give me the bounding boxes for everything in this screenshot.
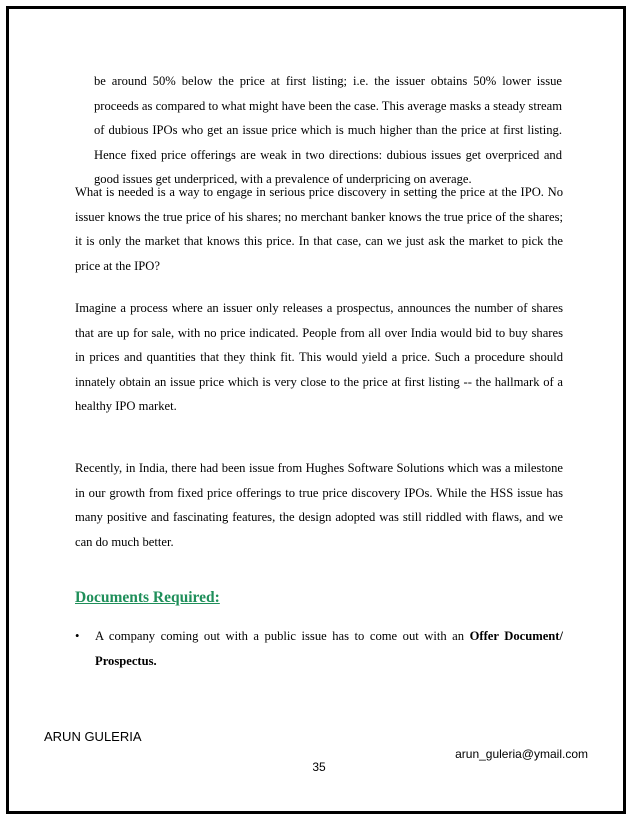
paragraph-process: Imagine a process where an issuer only releases a prospectus, announces the number of shares that are up for sale, with no price indicated. People from all over India would bid to buy shares in prices and quantities that they think fit. This would yield a price. Such a procedure should innately obtain an issue price which is very close to the price at first listing -- the hallmark of a healthy IPO market. [75, 301, 563, 413]
footer-author: ARUN GULERIA [44, 729, 142, 744]
bullet-bold-text: Offer Document/ Prospectus. [95, 629, 563, 668]
bullet-list [75, 624, 563, 673]
paragraph-continued: be around 50% below the price at first listing; i.e. the issuer obtains 50% lower issue proceeds as compared to what might have been the case. This average masks a steady stream of dubious IPOs who get an issue price which is much higher than the price at first listing. Hence fixed price offerings are weak in two directions: dubious issues get overpriced and good issues get underpriced, with a prevalence of underpricing on average. [94, 74, 562, 186]
list-item [75, 624, 563, 673]
bullet-text: A company coming out with a public issue has to come out with an [95, 629, 470, 643]
page-number: 35 [312, 760, 326, 774]
paragraph-hss: Recently, in India, there had been issue from Hughes Software Solutions which was a milestone in our growth from fixed price offerings to true price discovery IPOs. While the HSS issue has many positive and fascinating features, the design adopted was still riddled with flaws, and we can do much better. [75, 461, 563, 549]
footer-email: arun_guleria@ymail.com [455, 747, 588, 761]
section-heading: Documents Required: [75, 589, 220, 606]
paragraph-price-discovery: What is needed is a way to engage in serious price discovery in setting the price at the IPO. No issuer knows the true price of his shares; no merchant banker knows the true price of the shares; it is only the market that knows this price. In that case, can we just ask the market to pick the price at the IPO? [75, 185, 563, 273]
bullet-dot-icon: • [75, 629, 80, 643]
